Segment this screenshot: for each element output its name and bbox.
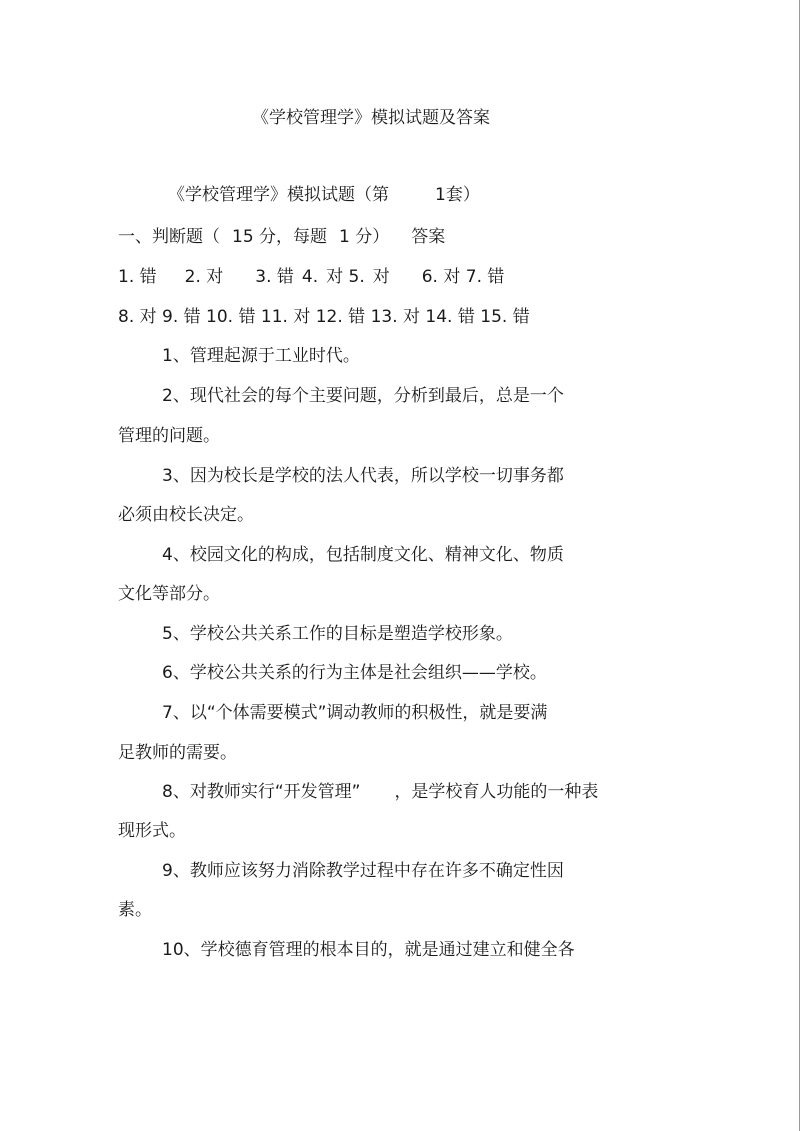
question-8-part-a: 8、对教师实行“开发管理”: [162, 782, 361, 802]
question-2-continued: 管理的问题。: [118, 426, 220, 446]
question-4-continued: 文化等部分。: [118, 584, 220, 604]
answer-item: 1. 错: [118, 267, 157, 287]
question-5: 5、学校公共关系工作的目标是塑造学校形象。: [162, 624, 513, 644]
answers-row-2: 8. 对 9. 错 10. 错 11. 对 12. 错 13. 对 14. 错 15. 错: [118, 307, 530, 327]
question-4: 4、校园文化的构成，包括制度文化、精神文化、物质: [162, 545, 564, 565]
question-1: 1、管理起源于工业时代。: [162, 346, 360, 366]
question-8-continued: 现形式。: [118, 821, 186, 841]
answer-item: 2. 对: [184, 267, 224, 287]
question-7: 7、以“个体需要模式”调动教师的积极性，就是要满: [162, 703, 548, 723]
answer-item: 3. 错: [255, 267, 294, 287]
question-8: [162, 782, 598, 802]
document-title: 《学校管理学》模拟试题及答案: [252, 108, 490, 128]
section-each-score: 1 分）: [339, 227, 390, 247]
question-3: 3、因为校长是学校的法人代表，所以学校一切事务都: [162, 466, 564, 486]
section-total-score: 15 分，每题: [232, 227, 328, 247]
question-10: 10、学校德育管理的根本目的，就是通过建立和健全各: [162, 940, 575, 960]
section-heading-label: 一、判断题（: [118, 227, 220, 247]
question-2: 2、现代社会的每个主要问题，分析到最后，总是一个: [162, 386, 564, 406]
exam-subtitle-text: 《学校管理学》模拟试题（第: [168, 185, 389, 205]
answers-row-1: [118, 267, 504, 287]
question-3-continued: 必须由校长决定。: [118, 505, 254, 525]
question-9-continued: 素。: [118, 900, 152, 920]
section-heading: [118, 227, 445, 247]
answer-item: 4.: [301, 267, 319, 287]
answer-item: 对 5.: [326, 267, 365, 287]
question-7-continued: 足教师的需要。: [118, 743, 237, 763]
answer-item: 6. 对 7. 错: [421, 267, 505, 287]
section-answer-label: 答案: [411, 227, 446, 247]
question-6: 6、学校公共关系的行为主体是社会组织——学校。: [162, 663, 547, 683]
answer-item: 对: [372, 267, 390, 287]
exam-subtitle: [168, 185, 480, 205]
question-9: 9、教师应该努力消除教学过程中存在许多不确定性因: [162, 861, 564, 881]
question-8-part-b: ，是学校育人功能的一种表: [394, 782, 599, 802]
exam-set-number: 1套）: [435, 185, 480, 205]
